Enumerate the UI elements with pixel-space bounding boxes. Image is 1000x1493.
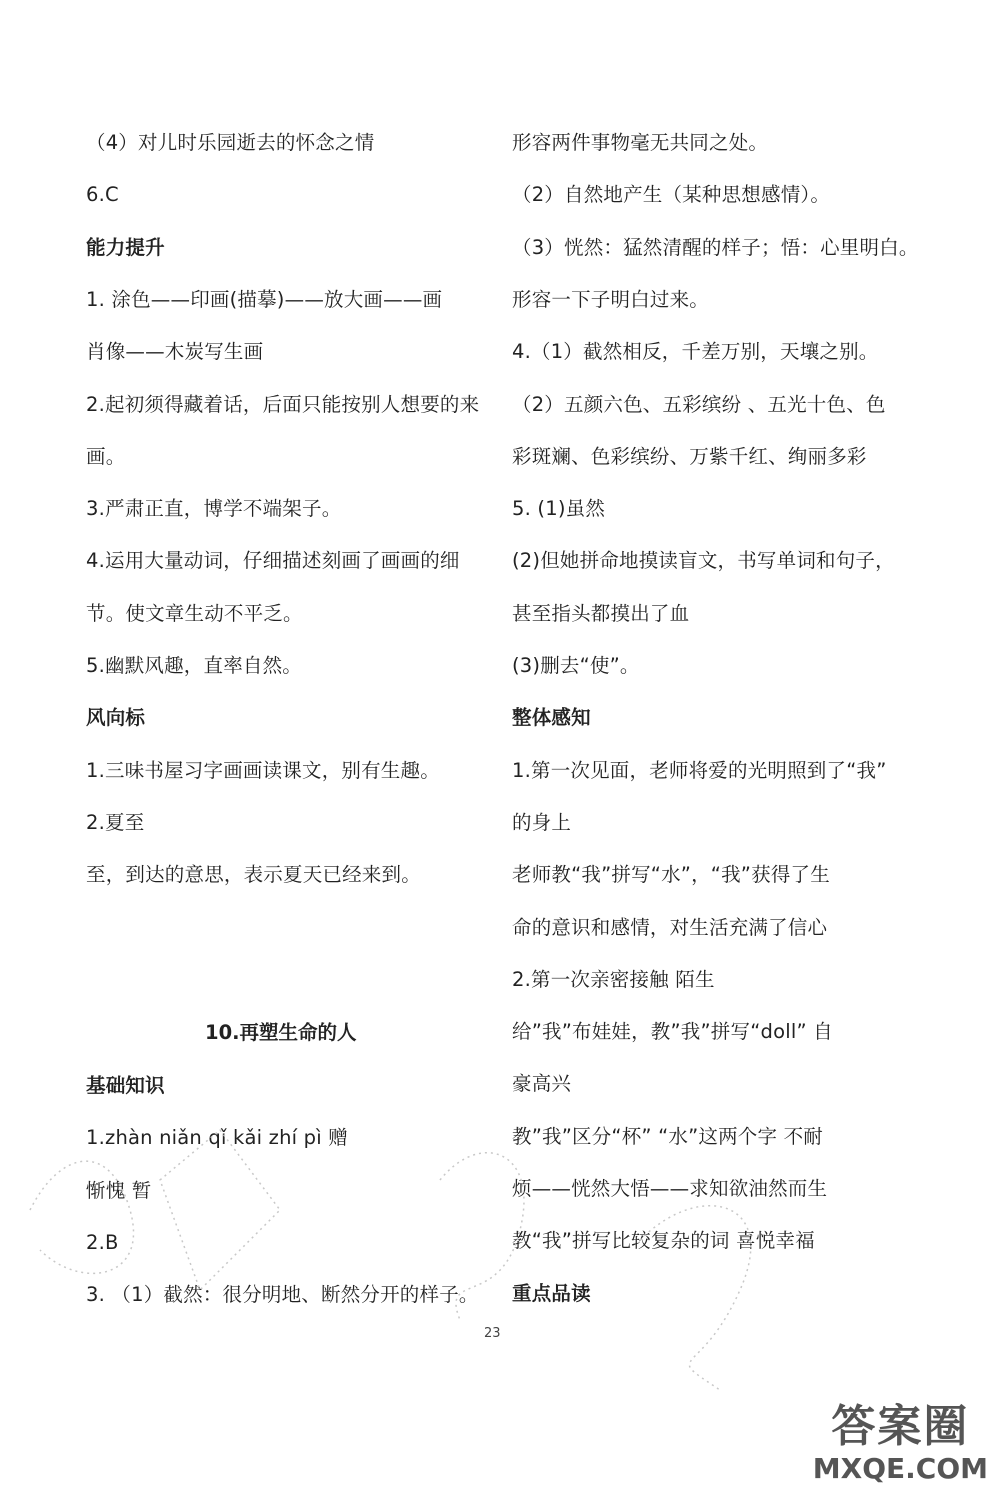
text-line: 肖像——木炭写生画 [86, 340, 264, 364]
section-heading: 基础知识 [86, 1074, 165, 1097]
text-line: 4.运用大量动词，仔细描述刻画了画画的细 [86, 549, 460, 573]
section-heading: 风向标 [86, 706, 146, 730]
watermark-url: MXQE.COM [812, 1452, 988, 1485]
text-line: 教“我”拼写比较复杂的词 喜悦幸福 [512, 1229, 815, 1253]
section-title: 10.再塑生命的人 [205, 1021, 357, 1044]
text-line: 老师教“我”拼写“水”，“我”获得了生 [512, 863, 830, 887]
section-heading: 能力提升 [86, 235, 165, 259]
text-line: 1.三味书屋习字画画读课文，别有生趣。 [86, 758, 440, 782]
text-line: 豪高兴 [512, 1072, 572, 1096]
text-line: 彩斑斓、色彩缤纷、万紫千红、绚丽多彩 [512, 444, 867, 468]
text-line: 6.C [86, 183, 119, 207]
text-line: (3)删去“使”。 [512, 654, 640, 677]
section-heading: 整体感知 [512, 706, 591, 730]
text-line: 5.幽默风趣，直率自然。 [86, 654, 303, 677]
text-line: （2）五颜六色、五彩缤纷 、五光十色、色 [512, 392, 886, 416]
text-line: (2)但她拼命地摸读盲文，书写单词和句子， [512, 549, 895, 573]
text-line: 教”我”区分“杯” “水”这两个字 不耐 [512, 1124, 824, 1148]
text-line: 至，到达的意思，表示夏天已经来到。 [86, 863, 421, 887]
text-line: 给”我”布娃娃，教”我”拼写“doll” 自 [512, 1020, 833, 1044]
text-line: 1.zhàn niǎn qǐ kǎi zhí pì 赠 [86, 1126, 348, 1150]
text-line: 5. (1)虽然 [512, 497, 606, 521]
text-line: （2）自然地产生（某种思想感情）。 [512, 183, 831, 207]
text-line: 惭愧 暂 [86, 1178, 152, 1202]
text-line: 1. 涂色——印画(描摹)——放大画——画 [86, 287, 443, 311]
section-heading: 重点品读 [512, 1281, 591, 1305]
text-line: 4.（1）截然相反，千差万别，天壤之别。 [512, 340, 879, 364]
text-line: 烦——恍然大悟——求知欲油然而生 [512, 1177, 828, 1200]
text-line: 甚至指头都摸出了血 [512, 601, 690, 625]
watermark-cn: 答案圈 [831, 1401, 970, 1452]
text-line: 形容两件事物毫无共同之处。 [512, 131, 769, 154]
text-line: 2.起初须得藏着话，后面只能按别人想要的来 [86, 392, 480, 416]
text-line: 形容一下子明白过来。 [512, 287, 710, 311]
text-line: （4）对儿时乐园逝去的怀念之情 [86, 131, 375, 154]
text-line: 3. （1）截然：很分明地、断然分开的样子。 [86, 1283, 479, 1307]
text-line: 1.第一次见面，老师将爱的光明照到了“我” [512, 758, 887, 782]
text-line: 画。 [86, 444, 126, 468]
text-line: 2.B [86, 1230, 119, 1254]
text-line: 2.第一次亲密接触 陌生 [512, 967, 715, 991]
text-line: （3）恍然：猛然清醒的样子；悟：心里明白。 [512, 235, 919, 259]
text-line: 命的意识和感情，对生活充满了信心 [512, 915, 828, 939]
text-line: 3.严肃正直，博学不端架子。 [86, 497, 342, 521]
watermark-logo [813, 1401, 988, 1485]
text-line: 的身上 [512, 810, 572, 834]
page-number: 23 [484, 1326, 501, 1341]
text-line: 节。使文章生动不平乏。 [86, 601, 303, 625]
text-line: 2.夏至 [86, 810, 145, 834]
